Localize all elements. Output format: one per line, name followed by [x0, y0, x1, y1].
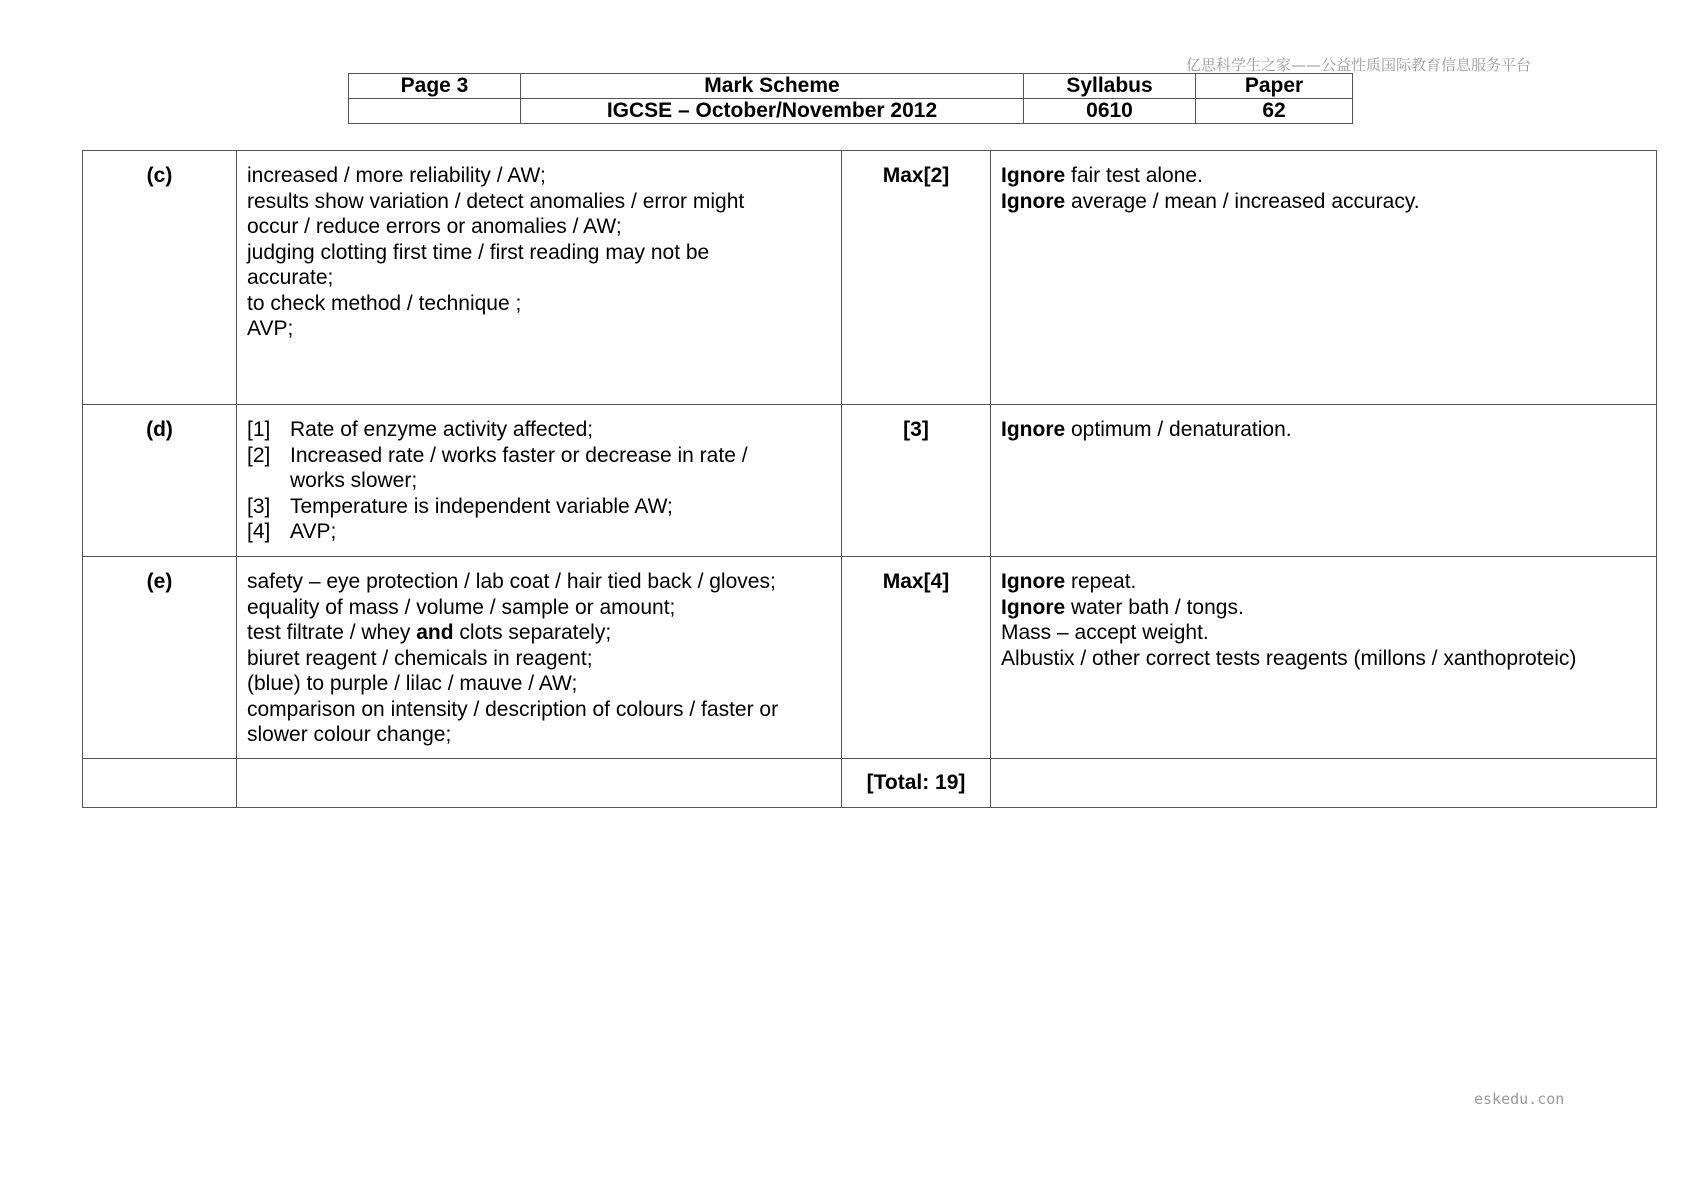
answer-line: AVP;	[247, 317, 294, 340]
answer-line: comparison on intensity / description of colours / faster or	[247, 697, 779, 721]
watermark-bottom: eskedu.con	[1474, 1090, 1565, 1108]
answer-line: (blue) to purple / lilac / mauve / AW;	[247, 672, 578, 695]
answer-cell	[237, 405, 842, 557]
watermark-top: 亿思科学生之家——公益性质国际教育信息服务平台	[1186, 56, 1532, 74]
note-line: Ignore water bath / tongs.	[1001, 595, 1244, 619]
answer-line: accurate;	[247, 266, 334, 289]
header-table	[348, 73, 1353, 124]
answer-line: increased / more reliability / AW;	[247, 164, 546, 187]
notes-cell	[991, 151, 1657, 405]
note-line: Mass – accept weight.	[1001, 621, 1209, 644]
answer-line: biuret reagent / chemicals in reagent;	[247, 646, 593, 670]
empty-cell	[83, 759, 237, 808]
answer-line: safety – eye protection / lab coat / hair tied back / gloves;	[247, 570, 776, 593]
notes-cell	[991, 557, 1657, 759]
answer-line: occur / reduce errors or anomalies / AW;	[247, 215, 622, 238]
header-paper: 62	[1196, 99, 1353, 124]
mark-scheme-table	[82, 150, 1657, 808]
answer-line: judging clotting first time / first reading may not be	[247, 240, 710, 264]
note-line: Albustix / other correct tests reagents (millons / xanthoproteic)	[1001, 646, 1577, 670]
header-blank-cell	[349, 99, 521, 124]
answer-line: [2] Increased rate / works faster or decrease in rate /	[247, 443, 748, 467]
answer-line: [4] AVP;	[247, 520, 337, 543]
notes-cell	[991, 405, 1657, 557]
answer-cell	[237, 557, 842, 759]
marks-cell: [3]	[842, 405, 991, 557]
table-row-d	[83, 405, 1657, 557]
empty-cell	[991, 759, 1657, 808]
note-line: Ignore average / mean / increased accuracy.	[1001, 189, 1420, 213]
note-line: Ignore optimum / denaturation.	[1001, 418, 1292, 441]
answer-line: [1] Rate of enzyme activity affected;	[247, 418, 594, 441]
answer-line: to check method / technique ;	[247, 291, 522, 315]
answer-line: works slower;	[290, 469, 418, 492]
header-syllabus: 0610	[1024, 99, 1196, 124]
answer-line: results show variation / detect anomalies / error might	[247, 189, 745, 213]
header-syllabus-label: Syllabus	[1024, 74, 1196, 99]
note-line: Ignore fair test alone.	[1001, 164, 1203, 187]
header-paper-label: Paper	[1196, 74, 1353, 99]
table-row-e	[83, 557, 1657, 759]
answer-line: equality of mass / volume / sample or amount;	[247, 595, 676, 619]
question-label: (d)	[83, 405, 237, 557]
note-line: Ignore repeat.	[1001, 570, 1137, 593]
answer-cell	[237, 151, 842, 405]
table-row-c	[83, 151, 1657, 405]
answer-line: slower colour change;	[247, 723, 452, 746]
answer-line: test filtrate / whey and clots separately;	[247, 621, 612, 644]
question-label: (e)	[83, 557, 237, 759]
marks-cell: Max[2]	[842, 151, 991, 405]
question-label: (c)	[83, 151, 237, 405]
marks-cell: Max[4]	[842, 557, 991, 759]
header-page: Page 3	[349, 74, 521, 99]
total-marks: [Total: 19]	[842, 759, 991, 808]
header-mark-scheme: Mark Scheme	[521, 74, 1024, 99]
header-exam: IGCSE – October/November 2012	[521, 99, 1024, 124]
empty-cell	[237, 759, 842, 808]
answer-line: [3] Temperature is independent variable AW;	[247, 494, 673, 518]
table-row-total	[83, 759, 1657, 808]
